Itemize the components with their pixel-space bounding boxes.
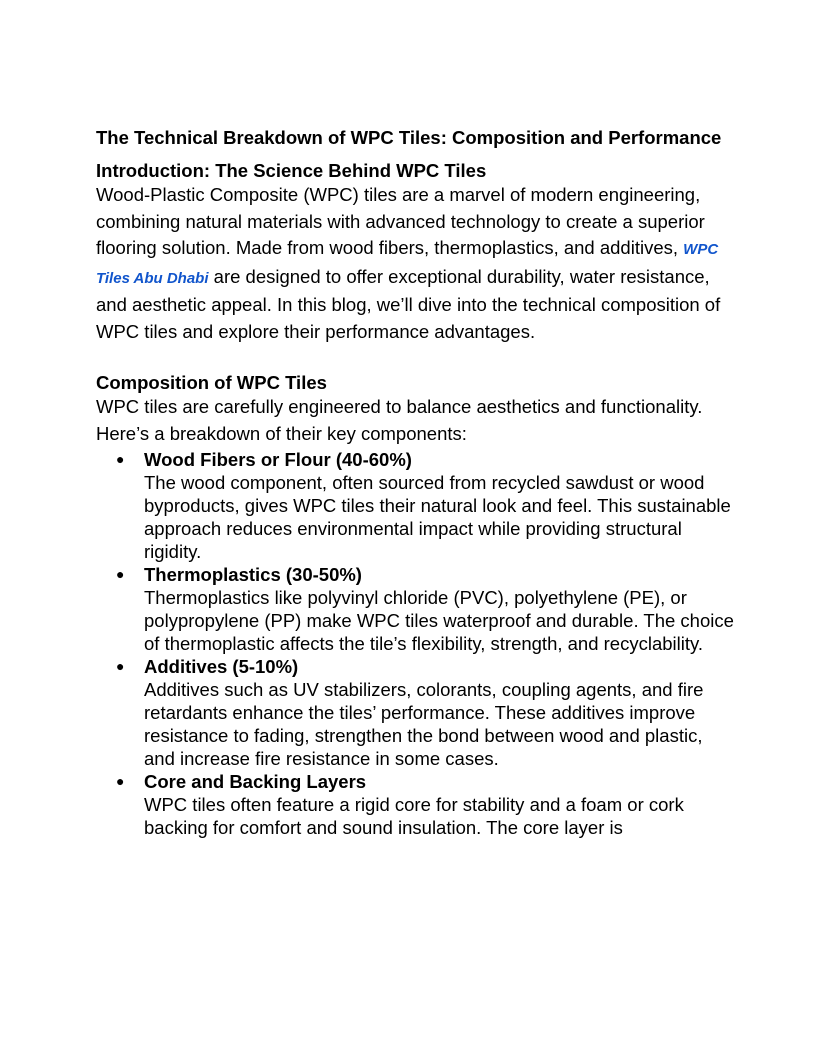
composition-paragraph: WPC tiles are carefully engineered to balance aesthetics and functionality. Here’s a breakdown of their key components: [96,396,703,444]
composition-heading: Composition of WPC Tiles [96,372,327,393]
bullet-icon: ● [116,566,125,582]
intro-heading: Introduction: The Science Behind WPC Tiles [96,160,487,181]
list-item [116,448,736,563]
document-title: The Technical Breakdown of WPC Tiles: Composition and Performance [96,127,722,148]
list-item-title: Core and Backing Layers [144,771,367,792]
list-item-text: WPC tiles often feature a rigid core for stability and a foam or cork backing for comfort and sound insulation. The core layer is [144,794,684,838]
intro-paragraph [96,182,736,345]
bullet-icon: ● [116,658,125,674]
paragraph-spacer [96,345,736,371]
list-item [116,770,736,839]
intro-text-before-link: Wood-Plastic Composite (WPC) tiles are a marvel of modern engineering, combining natural materials with advanced technology to create a superior flooring solution. Made from wood fibers, thermoplastics, and additives, [96,184,705,258]
bullet-icon: ● [116,773,125,789]
list-item [116,655,736,770]
components-list [96,448,736,839]
list-item-title: Thermoplastics (30-50%) [144,564,362,585]
intro-text-after-link: are designed to offer exceptional durability, water resistance, and aesthetic appeal. In this blog, we’ll dive into the technical composition of WPC tiles and explore their performance advantages. [96,265,721,342]
list-item-text: The wood component, often sourced from recycled sawdust or wood byproducts, gives WPC tiles their natural look and feel. This sustainable approach reduces environmental impact while providing structural rigidity. [144,472,731,562]
list-item-title: Wood Fibers or Flour (40-60%) [144,449,412,470]
list-item-title: Additives (5-10%) [144,656,299,677]
list-item [116,563,736,655]
list-item-text: Additives such as UV stabilizers, colorants, coupling agents, and fire retardants enhance the tiles’ performance. These additives improve resistance to fading, strengthen the bond between wood and plastic, and increase fire resistance in some cases. [144,679,704,769]
list-item-text: Thermoplastics like polyvinyl chloride (PVC), polyethylene (PE), or polypropylene (PP) make WPC tiles waterproof and durable. The choice of thermoplastic affects the tile’s flexibility, strength, and recyclability. [144,587,734,654]
bullet-icon: ● [116,451,125,467]
wpc-tiles-abu-dhabi-link[interactable]: WPC Tiles Abu Dhabi [96,241,719,287]
document-page [96,124,736,839]
